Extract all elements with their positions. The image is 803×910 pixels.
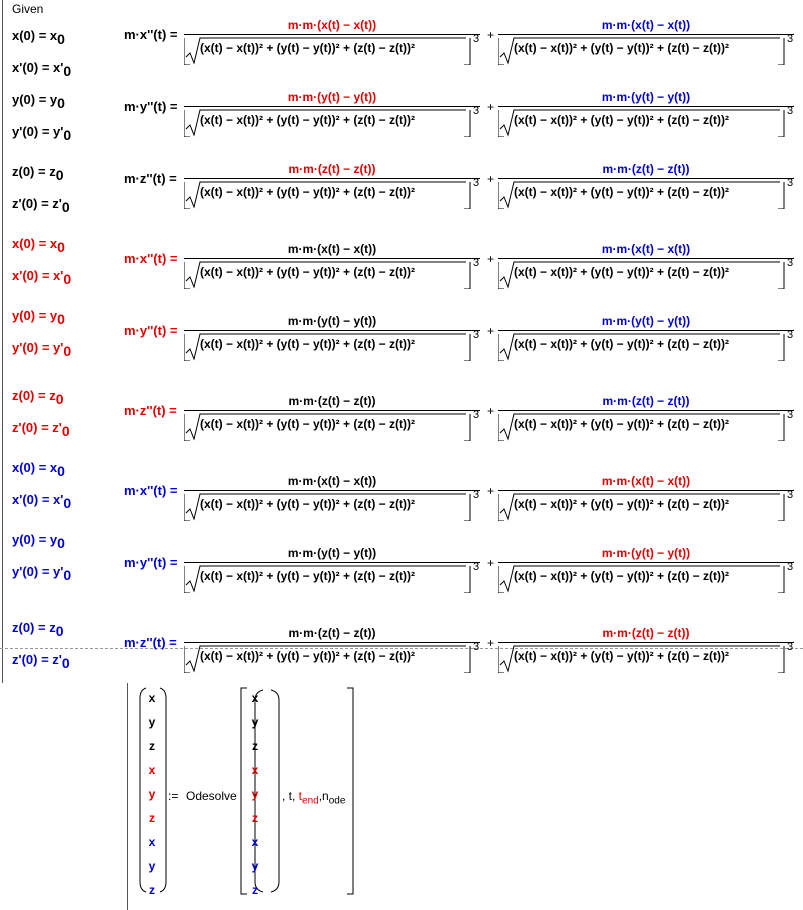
equation-lhs: m·x''(t) = — [124, 251, 178, 266]
fraction-numerator: m·m·(z(t) − z(t)) — [288, 162, 376, 176]
fraction-numerator: m·m·(x(t) − x(t)) — [287, 18, 377, 32]
fraction-denominator — [498, 179, 794, 209]
initial-condition — [12, 564, 71, 583]
ic-text: y'(0) = y' — [12, 564, 64, 579]
fraction — [184, 392, 480, 441]
denominator-exponent: 3 — [787, 489, 794, 501]
lhs-vector — [140, 686, 164, 902]
fraction-denominator — [498, 563, 794, 593]
denominator-text: (x(t) − x(t))² + (y(t) − y(t))² + (z(t) − z(t))² — [200, 417, 415, 431]
denominator-exponent: 3 — [787, 33, 794, 45]
plus-operator: + — [487, 404, 495, 418]
initial-condition — [12, 236, 65, 255]
vector-entry: y — [148, 859, 156, 873]
initial-condition — [12, 308, 65, 327]
equation-lhs: m·x''(t) = — [124, 483, 178, 498]
given-keyword: Given — [12, 2, 44, 16]
ic-text: z'(0) = z' — [12, 652, 62, 667]
args-comma: , — [318, 789, 323, 803]
vector-entry: y — [251, 859, 259, 873]
ic-text: x'(0) = x' — [12, 492, 64, 507]
initial-condition — [12, 420, 70, 439]
ic-subscript: 0 — [57, 463, 65, 479]
denominator-exponent: 3 — [787, 105, 794, 117]
ic-subscript: 0 — [57, 311, 65, 327]
denominator-exponent: 3 — [787, 329, 794, 341]
denominator-text: (x(t) − x(t))² + (y(t) − y(t))² + (z(t) − z(t))² — [514, 41, 729, 55]
plus-operator: + — [487, 324, 495, 338]
fraction-numerator: m·m·(z(t) − z(t)) — [602, 162, 690, 176]
initial-condition — [12, 60, 71, 79]
fraction-numerator: m·m·(x(t) − x(t)) — [287, 474, 377, 488]
denominator-exponent: 3 — [473, 561, 480, 573]
ic-text: x(0) = x — [12, 236, 58, 251]
initial-condition — [12, 620, 64, 639]
node-symbol: n — [322, 789, 329, 803]
plus-operator: + — [487, 100, 495, 114]
denominator-exponent: 3 — [473, 257, 480, 269]
denominator-text: (x(t) − x(t))² + (y(t) − y(t))² + (z(t) − z(t))² — [514, 649, 729, 663]
initial-condition — [12, 492, 71, 511]
tend-subscript: end — [302, 795, 319, 807]
ic-subscript: 0 — [57, 95, 65, 111]
denominator-exponent: 3 — [787, 561, 794, 573]
ic-text: x'(0) = x' — [12, 60, 64, 75]
denominator-text: (x(t) − x(t))² + (y(t) − y(t))² + (z(t) − z(t))² — [200, 569, 415, 583]
plus-operator: + — [487, 28, 495, 42]
denominator-exponent: 3 — [787, 641, 794, 653]
tend-symbol: t — [298, 789, 303, 803]
ic-text: y(0) = y — [12, 532, 58, 547]
fraction — [498, 240, 794, 289]
plus-operator: + — [487, 484, 495, 498]
fraction-denominator — [184, 259, 480, 289]
ic-text: z'(0) = z' — [12, 196, 62, 211]
fraction-denominator — [498, 491, 794, 521]
vector-entry: z — [149, 739, 155, 753]
fraction-numerator: m·m·(y(t) − y(t)) — [287, 90, 377, 104]
vector-entry: x — [251, 763, 259, 777]
fraction-denominator — [498, 411, 794, 441]
denominator-text: (x(t) − x(t))² + (y(t) − y(t))² + (z(t) − z(t))² — [514, 265, 729, 279]
odesolve-function: Odesolve — [186, 789, 237, 803]
fraction — [184, 312, 480, 361]
equation-lhs: m·z''(t) = — [124, 171, 177, 186]
fraction-numerator: m·m·(y(t) − y(t)) — [287, 546, 377, 560]
fraction-denominator — [498, 35, 794, 65]
equation-lhs: m·y''(t) = — [124, 555, 178, 570]
fraction-numerator: m·m·(y(t) − y(t)) — [601, 314, 691, 328]
ic-subscript: 0 — [57, 239, 65, 255]
fraction — [184, 88, 480, 137]
fraction-numerator: m·m·(z(t) − z(t)) — [288, 394, 376, 408]
odesolve-args — [282, 789, 345, 806]
ic-subscript: 0 — [61, 423, 70, 439]
denominator-text: (x(t) − x(t))² + (y(t) − y(t))² + (z(t) − z(t))² — [200, 113, 415, 127]
ic-subscript: 0 — [57, 535, 65, 551]
fraction-numerator: m·m·(x(t) − x(t)) — [287, 242, 377, 256]
ic-subscript: 0 — [63, 271, 72, 287]
fraction-numerator: m·m·(x(t) − x(t)) — [601, 474, 691, 488]
denominator-exponent: 3 — [473, 641, 480, 653]
equation-lhs: m·x''(t) = — [124, 27, 178, 42]
equation-lhs: m·z''(t) = — [124, 403, 177, 418]
plus-operator: + — [487, 636, 495, 650]
define-operator: := — [168, 789, 179, 803]
fraction-denominator — [498, 331, 794, 361]
plus-operator: + — [487, 252, 495, 266]
fraction — [498, 88, 794, 137]
fraction-numerator: m·m·(y(t) − y(t)) — [601, 90, 691, 104]
fraction — [498, 544, 794, 593]
denominator-text: (x(t) − x(t))² + (y(t) − y(t))² + (z(t) − z(t))² — [200, 41, 415, 55]
ic-subscript: 0 — [55, 623, 64, 639]
initial-condition — [12, 196, 70, 215]
denominator-exponent: 3 — [473, 409, 480, 421]
denominator-text: (x(t) − x(t))² + (y(t) − y(t))² + (z(t) − z(t))² — [514, 497, 729, 511]
fraction-denominator — [498, 643, 794, 673]
fraction-numerator: m·m·(y(t) − y(t)) — [287, 314, 377, 328]
denominator-exponent: 3 — [473, 33, 480, 45]
denominator-text: (x(t) − x(t))² + (y(t) − y(t))² + (z(t) − z(t))² — [200, 265, 415, 279]
fraction — [184, 472, 480, 521]
fraction-denominator — [184, 643, 480, 673]
initial-condition — [12, 28, 65, 47]
denominator-text: (x(t) − x(t))² + (y(t) − y(t))² + (z(t) − z(t))² — [514, 113, 729, 127]
fraction — [498, 472, 794, 521]
fraction — [498, 16, 794, 65]
fraction — [184, 16, 480, 65]
fraction — [498, 624, 794, 673]
ic-subscript: 0 — [63, 63, 72, 79]
ic-text: y(0) = y — [12, 92, 58, 107]
plus-operator: + — [487, 556, 495, 570]
ic-text: x(0) = x — [12, 460, 58, 475]
fraction-denominator — [184, 331, 480, 361]
ic-subscript: 0 — [61, 655, 70, 671]
ic-text: z(0) = z — [12, 164, 56, 179]
initial-condition — [12, 532, 65, 551]
equation-lhs: m·y''(t) = — [124, 323, 178, 338]
vector-entry: x — [148, 835, 156, 849]
denominator-exponent: 3 — [473, 177, 480, 189]
ic-text: x'(0) = x' — [12, 268, 64, 283]
initial-condition — [12, 164, 64, 183]
initial-condition — [12, 340, 71, 359]
initial-condition — [12, 388, 64, 407]
denominator-exponent: 3 — [473, 105, 480, 117]
denominator-text: (x(t) − x(t))² + (y(t) − y(t))² + (z(t) − z(t))² — [514, 417, 729, 431]
denominator-exponent: 3 — [787, 257, 794, 269]
ic-text: x(0) = x — [12, 28, 58, 43]
fraction — [498, 392, 794, 441]
fraction — [498, 312, 794, 361]
vector-entry: y — [148, 715, 156, 729]
args-separator: , t, — [282, 789, 299, 803]
plus-operator: + — [487, 172, 495, 186]
denominator-exponent: 3 — [473, 489, 480, 501]
ic-text: y'(0) = y' — [12, 340, 64, 355]
denominator-text: (x(t) − x(t))² + (y(t) − y(t))² + (z(t) − z(t))² — [514, 569, 729, 583]
equation-lhs: m·z''(t) = — [124, 635, 177, 650]
vector-entry: z — [149, 811, 155, 825]
equation-lhs: m·y''(t) = — [124, 99, 178, 114]
ic-subscript: 0 — [63, 343, 72, 359]
vector-entry: y — [148, 787, 156, 801]
vector-entry: z — [252, 811, 258, 825]
ic-subscript: 0 — [63, 567, 72, 583]
initial-condition — [12, 92, 65, 111]
denominator-exponent: 3 — [473, 329, 480, 341]
ic-text: z(0) = z — [12, 388, 56, 403]
node-subscript: ode — [328, 795, 346, 807]
fraction-denominator — [184, 35, 480, 65]
vector-entry: z — [149, 883, 155, 897]
ic-text: y(0) = y — [12, 308, 58, 323]
denominator-exponent: 3 — [787, 177, 794, 189]
ic-text: z'(0) = z' — [12, 420, 62, 435]
fraction-denominator — [498, 107, 794, 137]
fraction-numerator: m·m·(z(t) − z(t)) — [602, 394, 690, 408]
ic-subscript: 0 — [61, 199, 70, 215]
initial-condition — [12, 460, 65, 479]
fraction-denominator — [498, 259, 794, 289]
arg-vector — [243, 686, 267, 902]
ic-subscript: 0 — [63, 127, 72, 143]
fraction — [184, 240, 480, 289]
ic-text: z(0) = z — [12, 620, 56, 635]
fraction-denominator — [184, 179, 480, 209]
fraction-numerator: m·m·(y(t) − y(t)) — [601, 546, 691, 560]
fraction-numerator: m·m·(x(t) − x(t)) — [601, 18, 691, 32]
vector-entry: z — [252, 739, 258, 753]
fraction-numerator: m·m·(x(t) − x(t)) — [601, 242, 691, 256]
fraction — [184, 544, 480, 593]
initial-condition — [12, 124, 71, 143]
solve-region-border — [127, 683, 128, 910]
vector-entry: x — [148, 763, 156, 777]
vector-entry: x — [251, 691, 259, 705]
vector-entry: y — [251, 787, 259, 801]
denominator-exponent: 3 — [787, 409, 794, 421]
ic-subscript: 0 — [63, 495, 72, 511]
fraction-denominator — [184, 411, 480, 441]
vector-entry: x — [148, 691, 156, 705]
denominator-text: (x(t) − x(t))² + (y(t) − y(t))² + (z(t) − z(t))² — [200, 649, 415, 663]
initial-condition — [12, 268, 71, 287]
ic-subscript: 0 — [55, 391, 64, 407]
fraction-denominator — [184, 107, 480, 137]
fraction-numerator: m·m·(z(t) − z(t)) — [602, 626, 690, 640]
fraction-numerator: m·m·(z(t) − z(t)) — [288, 626, 376, 640]
vector-entry: z — [252, 883, 258, 897]
denominator-text: (x(t) − x(t))² + (y(t) − y(t))² + (z(t) − z(t))² — [200, 185, 415, 199]
fraction-denominator — [184, 563, 480, 593]
region-border-left — [2, 0, 3, 683]
denominator-text: (x(t) − x(t))² + (y(t) − y(t))² + (z(t) − z(t))² — [200, 337, 415, 351]
vector-entry: y — [251, 715, 259, 729]
fraction-denominator — [184, 491, 480, 521]
denominator-text: (x(t) − x(t))² + (y(t) − y(t))² + (z(t) − z(t))² — [200, 497, 415, 511]
ic-subscript: 0 — [55, 167, 64, 183]
initial-condition — [12, 652, 70, 671]
fraction — [184, 160, 480, 209]
fraction — [498, 160, 794, 209]
denominator-text: (x(t) − x(t))² + (y(t) − y(t))² + (z(t) − z(t))² — [514, 337, 729, 351]
ic-subscript: 0 — [57, 31, 65, 47]
denominator-text: (x(t) − x(t))² + (y(t) − y(t))² + (z(t) − z(t))² — [514, 185, 729, 199]
ic-text: y'(0) = y' — [12, 124, 64, 139]
vector-entry: x — [251, 835, 259, 849]
fraction — [184, 624, 480, 673]
